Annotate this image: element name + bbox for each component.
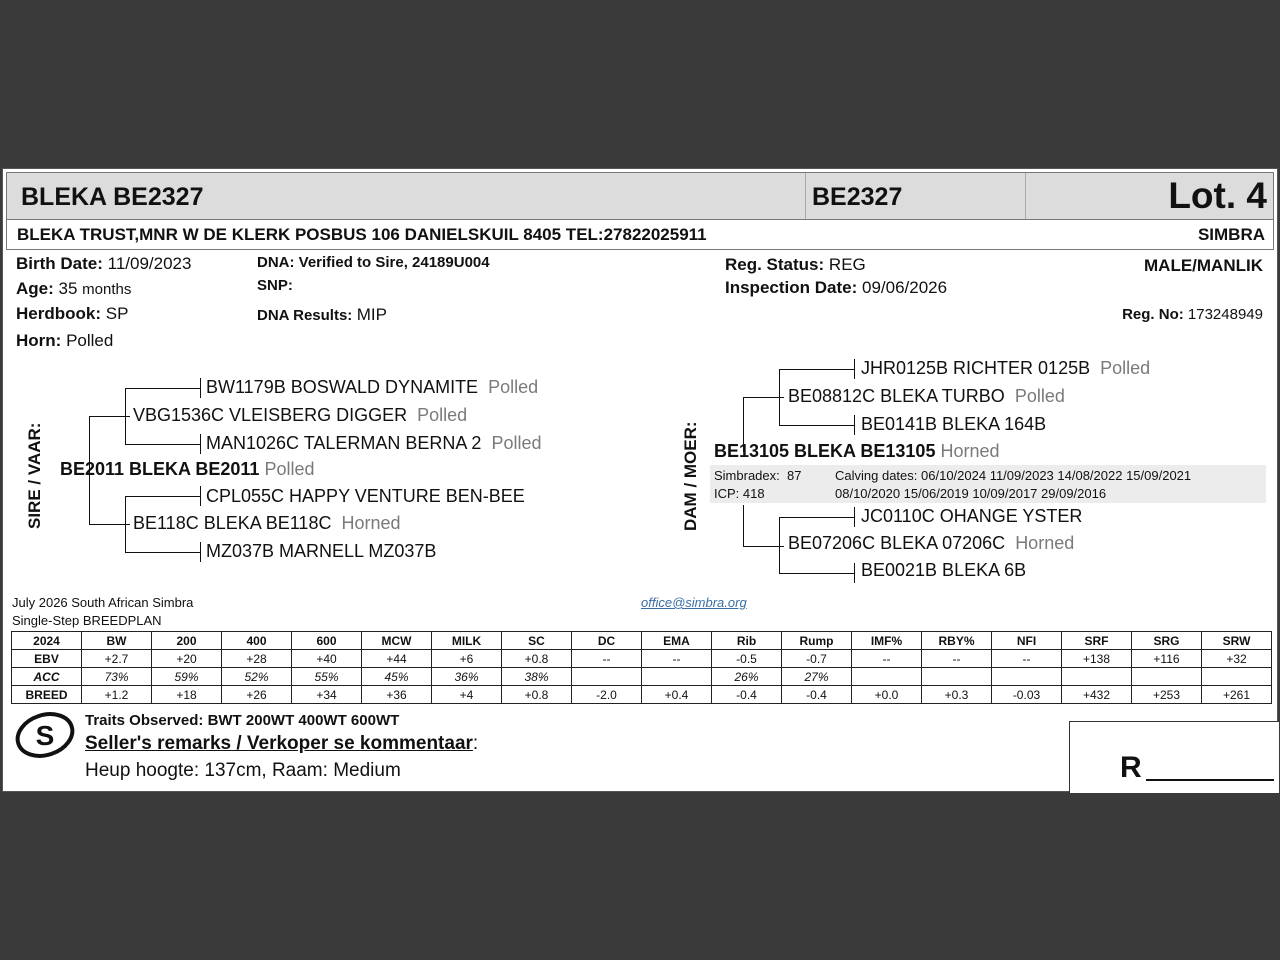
table-row	[12, 686, 1272, 704]
table-cell: +138	[1062, 650, 1132, 668]
table-cell: 26%	[712, 668, 782, 686]
table-cell: +0.8	[502, 686, 572, 704]
table-cell: RBY%	[922, 632, 992, 650]
table-cell: 27%	[782, 668, 852, 686]
table-cell: -0.03	[992, 686, 1062, 704]
seller-remarks: Heup hoogte: 137cm, Raam: Medium	[85, 760, 401, 781]
table-cell: BW	[82, 632, 152, 650]
sire-dam: BE118C BLEKA BE118C Horned	[133, 513, 401, 533]
table-cell: BREED	[12, 686, 82, 704]
table-cell: +20	[152, 650, 222, 668]
horn-status: Horn: Polled	[16, 331, 114, 350]
pedigree-line	[779, 517, 780, 573]
herdbook: Herdbook: SP	[16, 304, 129, 323]
table-cell: MCW	[362, 632, 432, 650]
pedigree-line	[779, 369, 855, 370]
dam-dam: BE07206C BLEKA 07206C Horned	[788, 533, 1075, 553]
table-cell: EBV	[12, 650, 82, 668]
table-cell: 200	[152, 632, 222, 650]
table-cell: +0.8	[502, 650, 572, 668]
pedigree-line	[743, 505, 744, 546]
pedigree-line	[125, 388, 201, 389]
table-cell	[1132, 668, 1202, 686]
table-cell: 59%	[152, 668, 222, 686]
table-cell: SRW	[1202, 632, 1272, 650]
table-cell: --	[572, 650, 642, 668]
pedigree-line	[200, 542, 201, 562]
table-row	[12, 650, 1272, 668]
table-cell: ACC	[12, 668, 82, 686]
table-cell: --	[922, 650, 992, 668]
age: Age: 35 months	[16, 279, 132, 298]
dna-verification: DNA: Verified to Sire, 24189U004	[257, 254, 490, 271]
table-cell: +36	[362, 686, 432, 704]
dna-results: DNA Results: MIP	[257, 305, 387, 324]
icp: ICP: 418	[714, 486, 765, 501]
table-cell: +18	[152, 686, 222, 704]
table-cell: Rib	[712, 632, 782, 650]
table-cell: +28	[222, 650, 292, 668]
table-cell: SC	[502, 632, 572, 650]
reg-status: Reg. Status: REG	[725, 255, 866, 274]
owner-details: BLEKA TRUST,MNR W DE KLERK POSBUS 106 DANIELSKUIL 8405 TEL:27822025911	[17, 225, 707, 244]
birth-date: Birth Date: 11/09/2023	[16, 254, 192, 273]
table-cell: +40	[292, 650, 362, 668]
table-cell: DC	[572, 632, 642, 650]
lot-number: Lot. 4	[1168, 175, 1267, 216]
table-cell: 45%	[362, 668, 432, 686]
pedigree-line	[779, 517, 855, 518]
price-line[interactable]	[1146, 779, 1274, 781]
pedigree-line	[779, 573, 855, 574]
table-header-row	[12, 632, 1272, 650]
pedigree-line	[200, 434, 201, 454]
sire-sire: VBG1536C VLEISBERG DIGGER Polled	[133, 405, 468, 425]
pedigree-line	[854, 507, 855, 527]
sire-sire-dam: MAN1026C TALERMAN BERNA 2 Polled	[206, 433, 542, 453]
seller-remarks-heading: Seller's remarks / Verkoper se kommentaar:	[85, 733, 479, 754]
table-cell	[1202, 668, 1272, 686]
pedigree-line	[854, 359, 855, 379]
header-divider	[805, 173, 806, 219]
pedigree-line	[779, 425, 855, 426]
table-cell: +4	[432, 686, 502, 704]
table-cell	[642, 668, 712, 686]
table-cell	[572, 668, 642, 686]
pedigree-line	[200, 378, 201, 398]
traits-observed: Traits Observed: BWT 200WT 400WT 600WT	[85, 712, 400, 729]
reg-no: Reg. No: 173248949	[1122, 306, 1263, 323]
ebv-subtitle: Single-Step BREEDPLAN	[12, 613, 162, 628]
sire-dam-sire: CPL055C HAPPY VENTURE BEN-BEE	[206, 486, 525, 506]
table-cell: +432	[1062, 686, 1132, 704]
lot-header	[6, 172, 1274, 220]
table-cell: +34	[292, 686, 362, 704]
email-link[interactable]: office@simbra.org	[641, 595, 747, 610]
pedigree-line	[743, 397, 784, 398]
pedigree-line	[779, 369, 780, 425]
table-cell: 2024	[12, 632, 82, 650]
table-cell: 600	[292, 632, 362, 650]
table-cell: -0.4	[712, 686, 782, 704]
pedigree-line	[854, 563, 855, 583]
table-cell: 55%	[292, 668, 362, 686]
table-cell: +0.3	[922, 686, 992, 704]
table-cell: +6	[432, 650, 502, 668]
animal-id: BE2327	[812, 183, 903, 211]
sire-sire-sire: BW1179B BOSWALD DYNAMITE Polled	[206, 377, 539, 397]
table-cell: +0.0	[852, 686, 922, 704]
table-cell: IMF%	[852, 632, 922, 650]
table-cell: -0.7	[782, 650, 852, 668]
table-cell: +2.7	[82, 650, 152, 668]
table-cell: Rump	[782, 632, 852, 650]
table-cell: +253	[1132, 686, 1202, 704]
table-cell: -0.5	[712, 650, 782, 668]
table-cell: 36%	[432, 668, 502, 686]
table-cell	[852, 668, 922, 686]
pedigree-line	[125, 552, 201, 553]
simbra-logo	[14, 709, 76, 766]
table-cell: +1.2	[82, 686, 152, 704]
snp-label: SNP:	[257, 277, 293, 294]
ebv-table	[11, 631, 1272, 704]
pedigree-line	[854, 415, 855, 435]
sire-name: BE2011 BLEKA BE2011 Polled	[60, 459, 315, 479]
inspection-date: Inspection Date: 09/06/2026	[725, 278, 948, 297]
dam-dam-sire: JC0110C OHANGE YSTER	[861, 506, 1083, 526]
table-cell: +261	[1202, 686, 1272, 704]
breed: SIMBRA	[1197, 225, 1265, 244]
price-box	[1069, 721, 1279, 793]
dam-dam-dam: BE0021B BLEKA 6B	[861, 560, 1027, 580]
table-cell: --	[992, 650, 1062, 668]
pedigree-line	[200, 486, 201, 506]
dam-name: BE13105 BLEKA BE13105 Horned	[714, 441, 1000, 461]
sex: MALE/MANLIK	[1144, 256, 1263, 275]
lot-card	[2, 168, 1278, 792]
pedigree-line	[89, 416, 130, 417]
calving-dates-cont: 08/10/2020 15/06/2019 10/09/2017 29/09/2016	[835, 486, 1107, 501]
pedigree-line	[125, 388, 126, 444]
table-cell: +116	[1132, 650, 1202, 668]
pedigree-line	[125, 496, 126, 552]
simbradex: Simbradex: 87	[714, 468, 802, 483]
pedigree-line	[125, 496, 201, 497]
table-cell: 38%	[502, 668, 572, 686]
sire-side-label: SIRE / VAAR:	[25, 422, 44, 529]
animal-name: BLEKA BE2327	[21, 183, 204, 211]
table-cell: +0.4	[642, 686, 712, 704]
table-cell: 400	[222, 632, 292, 650]
price-label: R	[1120, 751, 1142, 784]
pedigree-line	[743, 546, 784, 547]
table-cell	[992, 668, 1062, 686]
dam-performance-box	[710, 465, 1266, 503]
svg-text:S: S	[35, 720, 55, 751]
table-cell: +44	[362, 650, 432, 668]
table-cell: +32	[1202, 650, 1272, 668]
table-cell: 73%	[82, 668, 152, 686]
table-row	[12, 668, 1272, 686]
table-cell: EMA	[642, 632, 712, 650]
pedigree-line	[125, 444, 201, 445]
table-cell: SRG	[1132, 632, 1202, 650]
table-cell: SRF	[1062, 632, 1132, 650]
table-cell: MILK	[432, 632, 502, 650]
table-cell: 52%	[222, 668, 292, 686]
dam-sire: BE08812C BLEKA TURBO Polled	[788, 386, 1065, 406]
owner-row	[6, 220, 1274, 250]
ebv-title: July 2026 South African Simbra	[12, 595, 194, 610]
header-divider	[1025, 173, 1026, 219]
pedigree-line	[89, 524, 130, 525]
table-cell: --	[642, 650, 712, 668]
table-cell: -0.4	[782, 686, 852, 704]
calving-dates: Calving dates: 06/10/2024 11/09/2023 14/08/2022 15/09/2021	[835, 468, 1192, 483]
table-cell	[922, 668, 992, 686]
dam-sire-dam: BE0141B BLEKA 164B	[861, 414, 1047, 434]
table-cell: -2.0	[572, 686, 642, 704]
dam-sire-sire: JHR0125B RICHTER 0125B Polled	[861, 358, 1151, 378]
table-cell: NFI	[992, 632, 1062, 650]
dam-side-label: DAM / MOER:	[681, 421, 700, 531]
table-cell: --	[852, 650, 922, 668]
table-cell: +26	[222, 686, 292, 704]
sire-dam-dam: MZ037B MARNELL MZ037B	[206, 541, 437, 561]
table-cell	[1062, 668, 1132, 686]
